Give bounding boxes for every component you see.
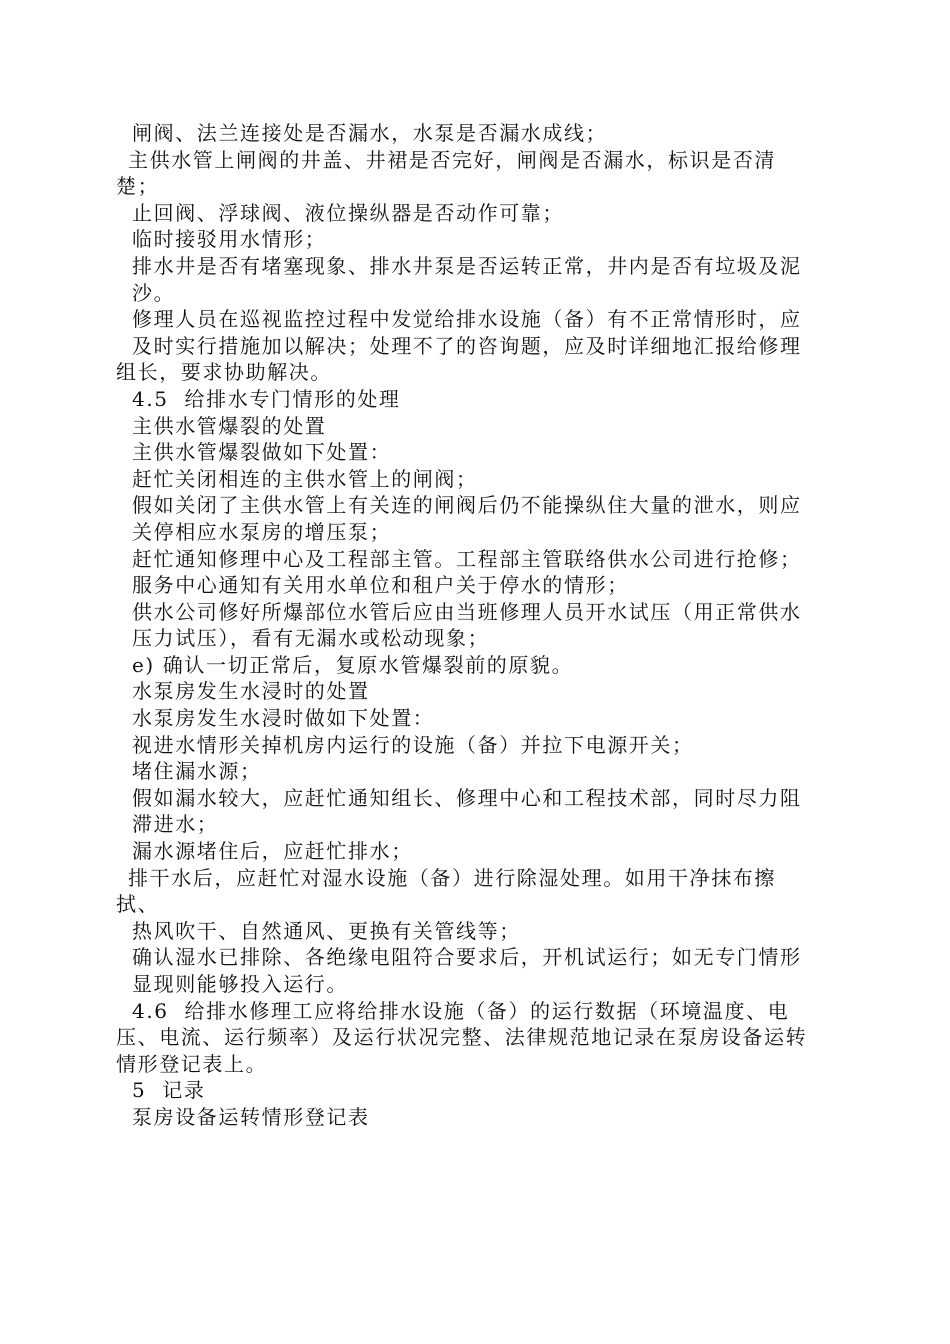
text-line: 堵住漏水源； [132,759,262,784]
text-line: 漏水源堵住后，应赶忙排水； [132,839,413,864]
text-line: 主供水管上闸阀的井盖、井裙是否完好，闸阀是否漏水，标识是否清 [128,147,776,172]
text-line: 压、电流、运行频率）及运行状况完整、法律规范地记录在泵房设备运转 [116,1025,808,1050]
text-line: 视进水情形关掉机房内运行的设施（备）并拉下电源开关； [132,732,694,757]
text-line: 沙。 [132,280,176,305]
text-line: 4.5 给排水专门情形的处理 [132,386,401,411]
text-line: 排水井是否有堵塞现象、排水井泵是否运转正常，井内是否有垃圾及泥 [132,253,802,278]
text-line: e) 确认一切正常后，复原水管爆裂前的原貌。 [132,652,574,677]
text-line: 及时实行措施加以解决；处理不了的咨询题，应及时详细地汇报给修理 [132,333,802,358]
text-line: 止回阀、浮球阀、液位操纵器是否动作可靠； [132,200,564,225]
text-line: 压力试压），看有无漏水或松动现象； [132,626,490,651]
text-line: 假如关闭了主供水管上有关连的闸阀后仍不能操纵住大量的泄水，则应 [132,493,802,518]
text-line: 显现则能够投入运行。 [132,972,348,996]
text-line: 水泵房发生水浸时做如下处置： [132,706,435,731]
text-line: 临时接驳用水情形； [132,227,327,252]
text-line: 关停相应水泵房的增压泵； [132,519,392,544]
text-line: 4.6 给排水修理工应将给排水设施（备）的运行数据（环境温度、电 [132,998,790,1023]
text-line: 闸阀、法兰连接处是否漏水，水泵是否漏水成线； [132,121,608,145]
text-line: 情形登记表上。 [116,1051,268,1076]
text-line: 热风吹干、自然通风、更换有关管线等； [132,918,521,943]
text-line: 5 记录 [132,1078,206,1103]
text-line: 假如漏水较大，应赶忙通知组长、修理中心和工程技术部，同时尽力阻 [132,785,802,810]
text-line: 赶忙通知修理中心及工程部主管。工程部主管联络供水公司进行抢修； [132,546,802,571]
text-line: 水泵房发生水浸时的处置 [132,679,370,704]
document-body [116,120,836,1131]
text-line: 拭、 [116,892,160,917]
text-line: 赶忙关闭相连的主供水管上的闸阀； [132,466,478,491]
text-line: 排干水后，应赶忙对湿水设施（备）进行除湿处理。如用干净抹布擦 [128,865,776,890]
text-line: 主供水管爆裂做如下处置： [132,440,392,465]
text-line: 泵房设备运转情形登记表 [132,1104,370,1129]
text-line: 确认湿水已排除、各绝缘电阻符合要求后，开机试运行；如无专门情形 [132,945,802,970]
text-line: 楚； [116,174,160,199]
text-line: 主供水管爆裂的处置 [132,413,327,438]
text-line: 组长，要求协助解决。 [116,360,332,385]
text-line: 供水公司修好所爆部位水管后应由当班修理人员开水试压（用正常供水 [132,599,802,624]
text-line: 修理人员在巡视监控过程中发觉给排水设施（备）有不正常情形时，应 [132,307,802,332]
text-line: 滞进水； [132,812,219,837]
text-line: 服务中心通知有关用水单位和租户关于停水的情形； [132,573,629,598]
